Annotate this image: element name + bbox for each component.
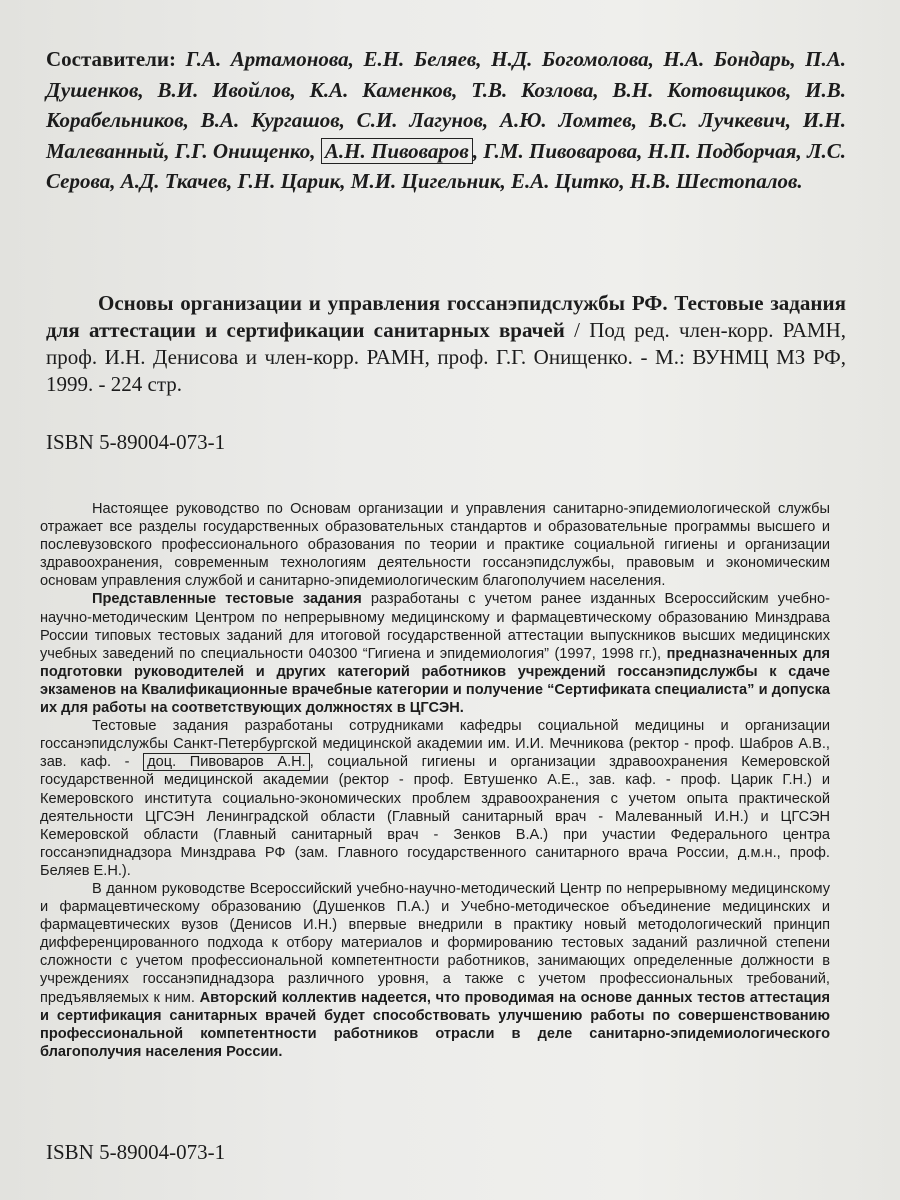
summary-text — [40, 500, 830, 1061]
summary-paragraph-1: Настоящее руководство по Основам организации и управления санитарно-эпидемиологической службы отражает все разделы государственных образовательных стандартов и образовательные программы высшего и послевузовского профессионального образования по теории и практике социальной гигиены и организации здравоохранения, современным технологиям деятельности госсанэпидслужбы, правовым и экономическим основам управления службой и санитарно-эпидемиологическим благополучием населения. — [40, 501, 830, 590]
summary-p4-text: В данном руководстве Всероссийский учебно-научно-методический Центр по непрерывному медицинскому и фармацевтическому образованию (Душенков П.А.) и Учебно-методическое объединение медицинских и фармацевтических вузов (Денисов И.Н.) впервые внедрили в практику новый методологический принцип дифференцированного подхода к отбору материалов и формированию тестовых заданий различной степени сложности с учетом профессиональной компетентности работников, занимающих определенные должности в учреждениях госсанэпиднадзора различного уровня, а также с учетом профессиональных требований, предъявляемых к ним. — [40, 880, 830, 1006]
summary-paragraph-3 — [40, 717, 830, 880]
summary-p3-end: , социальной гигиены и организации здравоохранения Кемеровской государственной медицинской академии (ректор - проф. Евтушенко А.Е., зав. каф. - проф. Царик Г.Н.) и Кемеровского института социально-экономических проблем здравоохранения с учетом опыта практической деятельности ЦГСЭН Ленинградской области (Главный санитарный врач - Малеванный И.Н.) и ЦГСЭН Кемеровской области (Главный санитарный врач - Зенков В.А.) при участии Федерального центра госсанэпиднадзора Минздрава РФ (зам. Главного государственного санитарного врача России, д.м.н., проф. Беляев Е.Н.). — [40, 754, 830, 879]
summary-paragraph-2 — [40, 590, 830, 717]
bibliographic-details: / Под ред. член-корр. РАМН, проф. И.Н. Денисова и член-корр. РАМН, проф. Г.Г. Онищенко. - М.: ВУНМЦ МЗ РФ, 1999. - 224 стр. — [46, 318, 846, 396]
compilers-names: Г.А. Артамонова, Е.Н. Беляев, Н.Д. Богомолова, Н.А. Бондарь, П.А. Душенков, В.И. Ивойлов, К.А. Каменков, Т.В. Козлова, В.Н. Котовщиков, И.В. Корабельников, В.А. Кургашов, С.И. Лагунов, А.Ю. Ломтев, В.С. Лучкевич, И.Н. Малеванный, Г.Г. Онищенко, — [46, 47, 846, 163]
summary-paragraph-4 — [40, 880, 830, 1061]
summary-p3-start: Тестовые задания разработаны сотрудниками кафедры социальной медицины и организации госсанэпидслужбы Санкт-Петербургской медицинской академии им. И.И. Мечникова (ректор - проф. Шабров А.В., зав. каф. - — [40, 718, 830, 771]
summary-p2-middle: разработаны с учетом ранее изданных Всероссийским учебно-научно-методическим Центром по непрерывному медицинскому и фармацевтическому образованию Минздрава России типовых тестовых заданий для итоговой государственной аттестации выпускников высших медицинских учебных заведений по специальности 040300 “Гигиена и эпидемиология” (1997, 1998 гг.), — [40, 591, 830, 662]
boxed-author-mention: доц. Пивоваров А.Н. — [143, 753, 310, 771]
compilers-block — [46, 44, 846, 197]
summary-p4-bold: Авторский коллектив надеется, что проводимая на основе данных тестов аттестация и сертификация санитарных врачей будет способствовать улучшению работы по совершенствованию профессиональной компетентности работников отрасли в деле санитарно-эпидемиологического благополучия населения России. — [40, 989, 830, 1060]
bibliographic-record — [46, 290, 846, 398]
book-title: Основы организации и управления госсанэпидслужбы РФ. Тестовые задания для аттестации и сертификации санитарных врачей — [46, 291, 846, 342]
summary-p2-bold-end: предназначенных для подготовки руководителей и других категорий работников учреждений госсанэпидслужбы к сдаче экзаменов на Квалификационные врачебные категории и получение “Сертификата специалиста” и допуска их для работы на соответствующих должностях в ЦГСЭН. — [40, 645, 831, 717]
isbn-bottom: ISBN 5-89004-073-1 — [46, 1140, 226, 1164]
isbn-top: ISBN 5-89004-073-1 — [46, 430, 226, 454]
compilers-names-rest: , Г.М. Пивоварова, Н.П. Подборчая, Л.С. Серова, А.Д. Ткачев, Г.Н. Царик, М.И. Цигельник, Е.А. Цитко, Н.В. Шестопалов. — [46, 138, 847, 193]
compilers-label: Составители: — [46, 47, 177, 71]
boxed-compiler-name: А.Н. Пивоваров — [321, 138, 473, 164]
summary-p2-bold-start: Представленные тестовые задания — [92, 591, 362, 608]
